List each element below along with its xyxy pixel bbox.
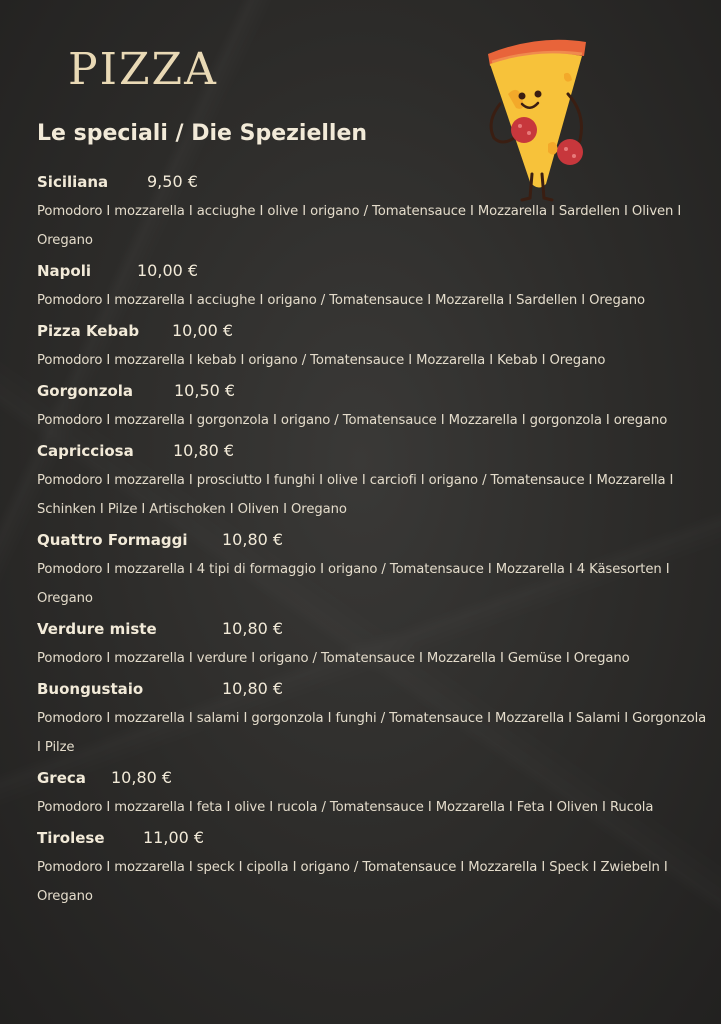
- pizza-description: Pomodoro I mozzarella I salami I gorgonzola I funghi / Tomatensauce I Mozzarella I Salami I Gorgonzola I Pilze: [37, 711, 707, 755]
- pizza-price: 10,80 €: [111, 768, 173, 787]
- page-title: PIZZA: [68, 44, 218, 95]
- pizza-name: Greca: [37, 769, 86, 787]
- pizza-menu-list: [37, 166, 707, 911]
- pizza-name: Pizza Kebab: [37, 322, 140, 340]
- pizza-price: 10,80 €: [222, 679, 284, 698]
- pizza-name: Quattro Formaggi: [37, 531, 188, 549]
- menu-item: [37, 673, 707, 762]
- menu-item: [37, 375, 707, 435]
- menu-item: [37, 822, 707, 911]
- menu-item: [37, 315, 707, 375]
- pizza-name: Siciliana: [37, 173, 109, 191]
- pizza-description: Pomodoro I mozzarella I speck I cipolla I origano / Tomatensauce I Mozzarella I Speck I Zwiebeln I Oregano: [37, 860, 668, 904]
- menu-item: [37, 435, 707, 524]
- menu-item: [37, 762, 707, 822]
- pizza-description: Pomodoro I mozzarella I gorgonzola I origano / Tomatensauce I Mozzarella I gorgonzola I oregano: [37, 413, 668, 428]
- pizza-name: Gorgonzola: [37, 382, 134, 400]
- pizza-description: Pomodoro I mozzarella I prosciutto I funghi I olive I carciofi I origano / Tomatensauce I Mozzarella I Schinken I Pilze I Artischoken I Oliven I Oregano: [37, 473, 674, 517]
- pizza-price: 11,00 €: [143, 828, 205, 847]
- pizza-description: Pomodoro I mozzarella I acciughe I origano / Tomatensauce I Mozzarella I Sardellen I Oregano: [37, 293, 645, 308]
- pizza-price: 10,80 €: [222, 530, 284, 549]
- menu-item: [37, 524, 707, 613]
- pizza-price: 10,00 €: [172, 321, 234, 340]
- menu-item: [37, 255, 707, 315]
- menu-item: [37, 613, 707, 673]
- pizza-price: 9,50 €: [147, 172, 198, 191]
- pizza-description: Pomodoro I mozzarella I kebab I origano / Tomatensauce I Mozzarella I Kebab I Oregano: [37, 353, 606, 368]
- pizza-description: Pomodoro I mozzarella I acciughe I olive I origano / Tomatensauce I Mozzarella I Sardellen I Oliven I Oregano: [37, 204, 682, 248]
- pizza-price: 10,00 €: [137, 261, 199, 280]
- pizza-price: 10,80 €: [222, 619, 284, 638]
- pizza-price: 10,50 €: [174, 381, 236, 400]
- section-subtitle: Le speciali / Die Speziellen: [37, 121, 368, 146]
- pizza-description: Pomodoro I mozzarella I 4 tipi di formaggio I origano / Tomatensauce I Mozzarella I 4 Käsesorten I Oregano: [37, 562, 670, 606]
- pizza-name: Verdure miste: [37, 620, 157, 638]
- menu-item: [37, 166, 707, 255]
- pizza-name: Tirolese: [37, 829, 105, 847]
- pizza-description: Pomodoro I mozzarella I verdure I origano / Tomatensauce I Mozzarella I Gemüse I Oregano: [37, 651, 630, 666]
- pizza-name: Napoli: [37, 262, 92, 280]
- pizza-name: Buongustaio: [37, 680, 144, 698]
- pizza-price: 10,80 €: [173, 441, 235, 460]
- pizza-name: Capricciosa: [37, 442, 134, 460]
- pizza-description: Pomodoro I mozzarella I feta I olive I rucola / Tomatensauce I Mozzarella I Feta I Oliven I Rucola: [37, 800, 654, 815]
